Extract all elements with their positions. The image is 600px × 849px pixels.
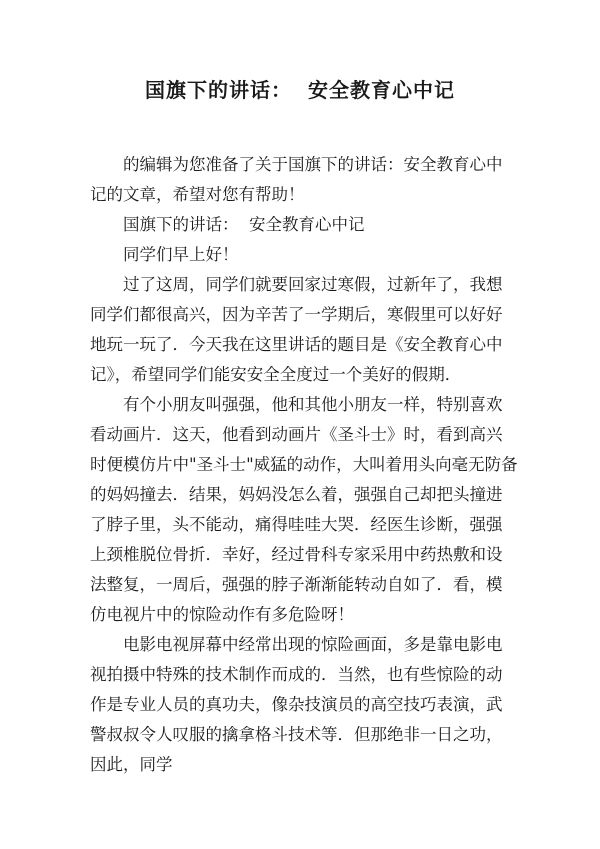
paragraph-winter-break: 过了这周，同学们就要回家过寒假，过新年了，我想同学们都很高兴，因为辛苦了一学期后，寒假里可以好好地玩一玩了．今天我在这里讲话的题目是《安全教育心中记》，希望同学们能安安全全度过一个美好的假期． <box>90 275 503 384</box>
paragraph-stunts: 电影电视屏幕中经常出现的惊险画面，多是靠电影电视拍摄中特殊的技术制作而成的．当然，也有些惊险的动作是专业人员的真功夫，像杂技演员的高空技巧表演，武警叔叔令人叹服的擒拿格斗技术等．但那绝非一日之功，因此，同学 <box>90 635 503 774</box>
article-body <box>90 150 518 780</box>
paragraph-story: 有个小朋友叫强强，他和其他小朋友一样，特别喜欢看动画片．这天，他看到动画片《圣斗士》时，看到高兴时便模仿片中"圣斗士"威猛的动作，大叫着用头向毫无防备的妈妈撞去．结果，妈妈没怎么着，强强自己却把头撞进了脖子里，头不能动，痛得哇哇大哭．经医生诊断，强强上颈椎脱位骨折．幸好，经过骨科专家采用中药热敷和设法整复，一周后，强强的脖子渐渐能转动自如了．看，模仿电视片中的惊险动作有多危险呀！ <box>90 395 518 624</box>
page-title: 国旗下的讲话： 安全教育心中记 <box>145 78 455 102</box>
paragraph-greeting: 同学们早上好！ <box>123 245 239 264</box>
paragraph-intro: 的编辑为您准备了关于国旗下的讲话：安全教育心中记的文章，希望对您有帮助！ <box>90 155 503 204</box>
paragraph-subtitle: 国旗下的讲话： 安全教育心中记 <box>123 215 365 234</box>
